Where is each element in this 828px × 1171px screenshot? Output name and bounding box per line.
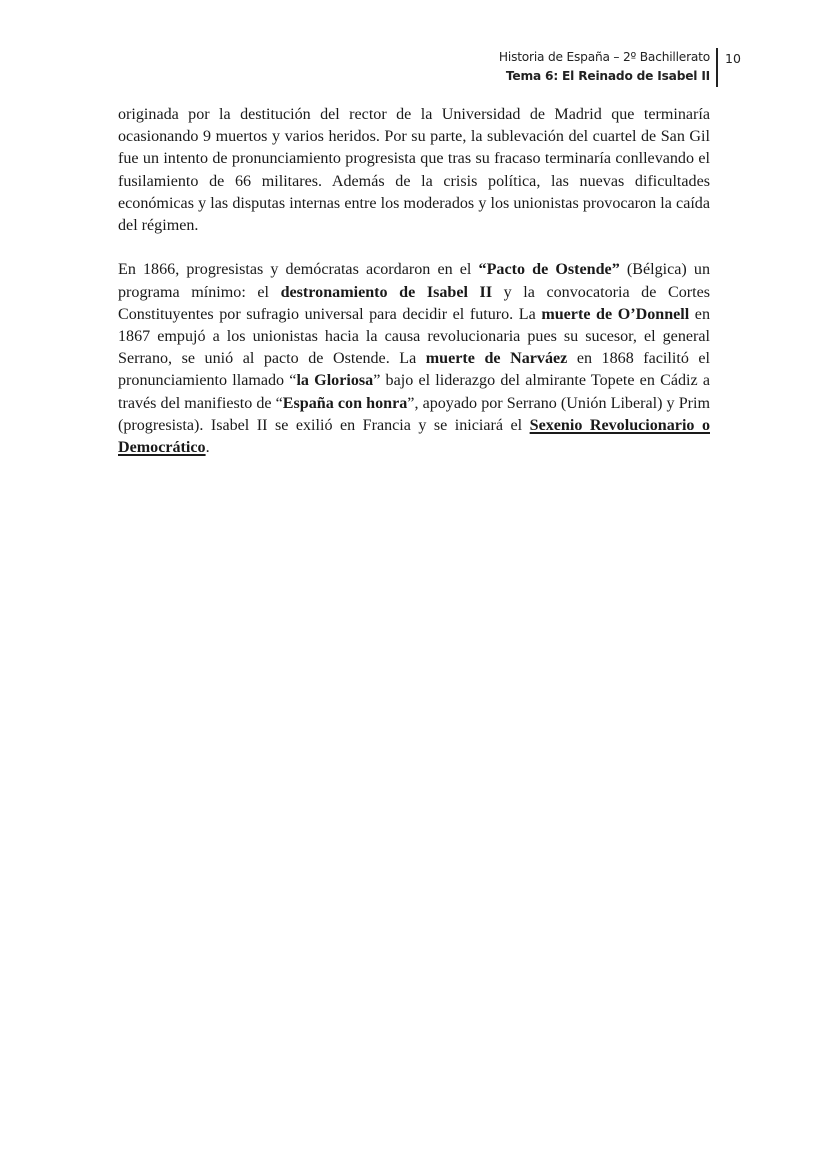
emphasis-text: destronamiento de Isabel II [280, 283, 493, 301]
paragraph-revolution-crisis [118, 104, 710, 237]
text-run: en 1868 facilitó el pronunciamiento llamado “ [118, 350, 711, 390]
text-run: y la convocatoria de Cortes Constituyentes por sufragio universal para decidir el futuro. La [118, 283, 710, 323]
emphasis-text: “Pacto de Ostende” [478, 261, 620, 279]
header-divider [716, 48, 718, 87]
emphasis-text: la Gloriosa [296, 372, 374, 390]
header-topic: Tema 6: El Reinado de Isabel II [505, 69, 710, 83]
text-run: En 1866, progresistas y demócratas acordaron en el [118, 261, 479, 279]
emphasis-underlined-text: Sexenio Revolucionario o Democrático [118, 416, 710, 457]
paragraph-pacto-de-ostende [118, 259, 710, 459]
page-header [0, 46, 828, 90]
document-body [118, 104, 710, 481]
emphasis-text: muerte de O’Donnell [541, 305, 690, 323]
header-title-block [499, 48, 710, 86]
text-run: . [205, 439, 210, 457]
page-number: 10 [725, 51, 741, 66]
text-run: en 1867 empujó a los unionistas hacia la causa revolucionaria pues su sucesor, el general Serrano, se unió al pacto de Ostende. La [118, 305, 710, 368]
emphasis-text: muerte de Narváez [425, 350, 568, 368]
text-run: ” bajo el liderazgo del almirante Topete en Cádiz a través del manifiesto de “ [118, 372, 710, 412]
header-subject: Historia de España – 2º Bachillerato [498, 50, 710, 64]
text-run: originada por la destitución del rector de la Universidad de Madrid que terminaría ocasionando 9 muertos y varios heridos. Por su parte, la sublevación del cuartel de San Gil fue un intento de pronunciamiento progresista que tras su fracaso terminaría conllevando el fusilamiento de 66 militares. Además de la crisis política, las nuevas dificultades económicas y las disputas internas entre los moderados y los unionistas provocaron la caída del régimen. [118, 106, 710, 235]
emphasis-text: España con honra [282, 394, 408, 412]
text-run: ”, apoyado por Serrano (Unión Liberal) y Prim (progresista). Isabel II se exilió en Francia y se iniciará el [118, 394, 711, 434]
text-run: (Bélgica) un programa mínimo: el [118, 261, 710, 301]
